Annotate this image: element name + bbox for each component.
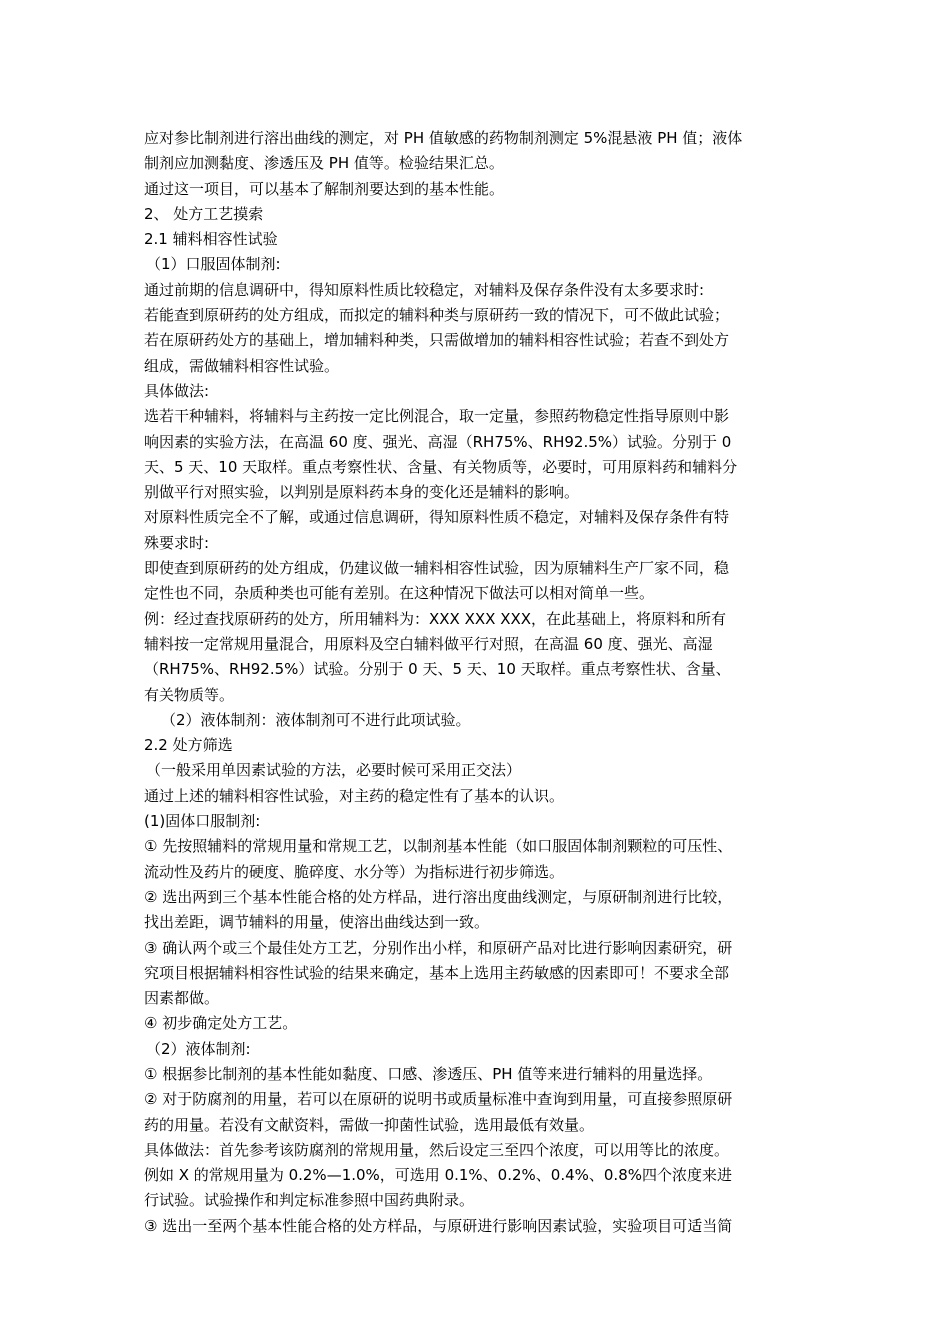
list-item: ③ 确认两个或三个最佳处方工艺，分别作出小样，和原研产品对比进行影响因素研究，研 bbox=[144, 938, 733, 957]
paragraph-line: 若能查到原研药的处方组成，而拟定的辅料种类与原研药一致的情况下，可不做此试验； bbox=[144, 306, 730, 325]
list-item: ② 选出两到三个基本性能合格的处方样品，进行溶出度曲线测定，与原研制剂进行比较， bbox=[144, 887, 733, 906]
paragraph-line: 选若干种辅料，将辅料与主药按一定比例混合，取一定量，参照药物稳定性指导原则中影 bbox=[144, 407, 730, 426]
paragraph-line: 响因素的实验方法，在高温 60 度、强光、高湿（RH75%、RH92.5%）试验。分别于 0 bbox=[144, 432, 732, 451]
paragraph-line: 辅料按一定常规用量混合，用原料及空白辅料做平行对照，在高温 60 度、强光、高湿 bbox=[144, 634, 713, 653]
paragraph-line: 例：经过查找原研药的处方，所用辅料为：XXX XXX XXX，在此基础上，将原料和所有 bbox=[144, 609, 727, 628]
paragraph-line: 天、5 天、10 天取样。重点考察性状、含量、有关物质等，必要时，可用原料药和辅料分 bbox=[144, 457, 738, 476]
subsection-label: （1）口服固体制剂: bbox=[146, 255, 281, 274]
subsection-label: （2）液体制剂：液体制剂可不进行此项试验。 bbox=[161, 710, 471, 729]
subsection-heading: 2.1 辅料相容性试验 bbox=[144, 230, 278, 249]
list-item: 因素都做。 bbox=[144, 989, 220, 1008]
paragraph-line: 有关物质等。 bbox=[144, 685, 235, 704]
subsection-label: （2）液体制剂: bbox=[146, 1039, 251, 1058]
paragraph-line: 若在原研药处方的基础上，增加辅料种类，只需做增加的辅料相容性试验；若查不到处方 bbox=[144, 331, 730, 350]
list-item: ② 对于防腐剂的用量，若可以在原研的说明书或质量标准中查询到用量，可直接参照原研 bbox=[144, 1090, 733, 1109]
paragraph-line: 通过上述的辅料相容性试验，对主药的稳定性有了基本的认识。 bbox=[144, 786, 565, 805]
list-item: 找出差距，调节辅料的用量，使溶出曲线达到一致。 bbox=[144, 913, 490, 932]
list-item: ③ 选出一至两个基本性能合格的处方样品，与原研进行影响因素试验，实验项目可适当简 bbox=[144, 1216, 733, 1235]
subsection-label: (1)固体口服制剂: bbox=[144, 812, 261, 831]
paragraph-line: 行试验。试验操作和判定标准参照中国药典附录。 bbox=[144, 1191, 475, 1210]
list-item: 究项目根据辅料相容性试验的结果来确定，基本上选用主药敏感的因素即可！不要求全部 bbox=[144, 963, 730, 982]
paragraph-line: 别做平行对照实验，以判别是原料药本身的变化还是辅料的影响。 bbox=[144, 483, 580, 502]
list-item: ④ 初步确定处方工艺。 bbox=[144, 1014, 298, 1033]
paragraph-line: 殊要求时: bbox=[144, 533, 210, 552]
paragraph-line: 具体做法：首先参考该防腐剂的常规用量，然后设定三至四个浓度，可以用等比的浓度。 bbox=[144, 1140, 730, 1159]
subsection-heading: 2.2 处方筛选 bbox=[144, 736, 233, 755]
paragraph-line: 定性也不同，杂质种类也可能有差别。在这种情况下做法可以相对简单一些。 bbox=[144, 584, 655, 603]
paragraph-line: 应对参比制剂进行溶出曲线的测定，对 PH 值敏感的药物制剂测定 5%混悬液 PH 值；液体 bbox=[144, 129, 743, 147]
list-item: 流动性及药片的硬度、脆碎度、水分等）为指标进行初步筛选。 bbox=[144, 862, 565, 881]
list-item: ① 根据参比制剂的基本性能如黏度、口感、渗透压、PH 值等来进行辅料的用量选择。 bbox=[144, 1064, 713, 1083]
paragraph-line: 例如 X 的常规用量为 0.2%—1.0%，可选用 0.1%、0.2%、0.4%、0.8%四个浓度来进 bbox=[144, 1166, 732, 1185]
paragraph-line: 通过前期的信息调研中，得知原料性质比较稳定，对辅料及保存条件没有太多要求时: bbox=[144, 280, 705, 299]
paragraph-line: （一般采用单因素试验的方法，必要时候可采用正交法） bbox=[146, 761, 522, 780]
paragraph-line: 组成，需做辅料相容性试验。 bbox=[144, 356, 340, 375]
list-item: 药的用量。若没有文献资料，需做一抑菌性试验，选用最低有效量。 bbox=[144, 1115, 595, 1134]
paragraph-line: 制剂应加测黏度、渗透压及 PH 值等。检验结果汇总。 bbox=[144, 154, 504, 173]
paragraph-line: 通过这一项目，可以基本了解制剂要达到的基本性能。 bbox=[144, 179, 505, 198]
paragraph-line: 即使查到原研药的处方组成，仍建议做一辅料相容性试验，因为原辅料生产厂家不同，稳 bbox=[144, 559, 730, 578]
paragraph-line: 具体做法: bbox=[144, 381, 210, 400]
document-body bbox=[144, 126, 814, 1239]
section-heading: 2、 处方工艺摸索 bbox=[144, 204, 264, 223]
list-item: ① 先按照辅料的常规用量和常规工艺，以制剂基本性能（如口服固体制剂颗粒的可压性、 bbox=[144, 837, 733, 856]
paragraph-line: 对原料性质完全不了解，或通过信息调研，得知原料性质不稳定，对辅料及保存条件有特 bbox=[144, 508, 730, 527]
paragraph-line: （RH75%、RH92.5%）试验。分别于 0 天、5 天、10 天取样。重点考察性状、含量、 bbox=[144, 660, 731, 679]
